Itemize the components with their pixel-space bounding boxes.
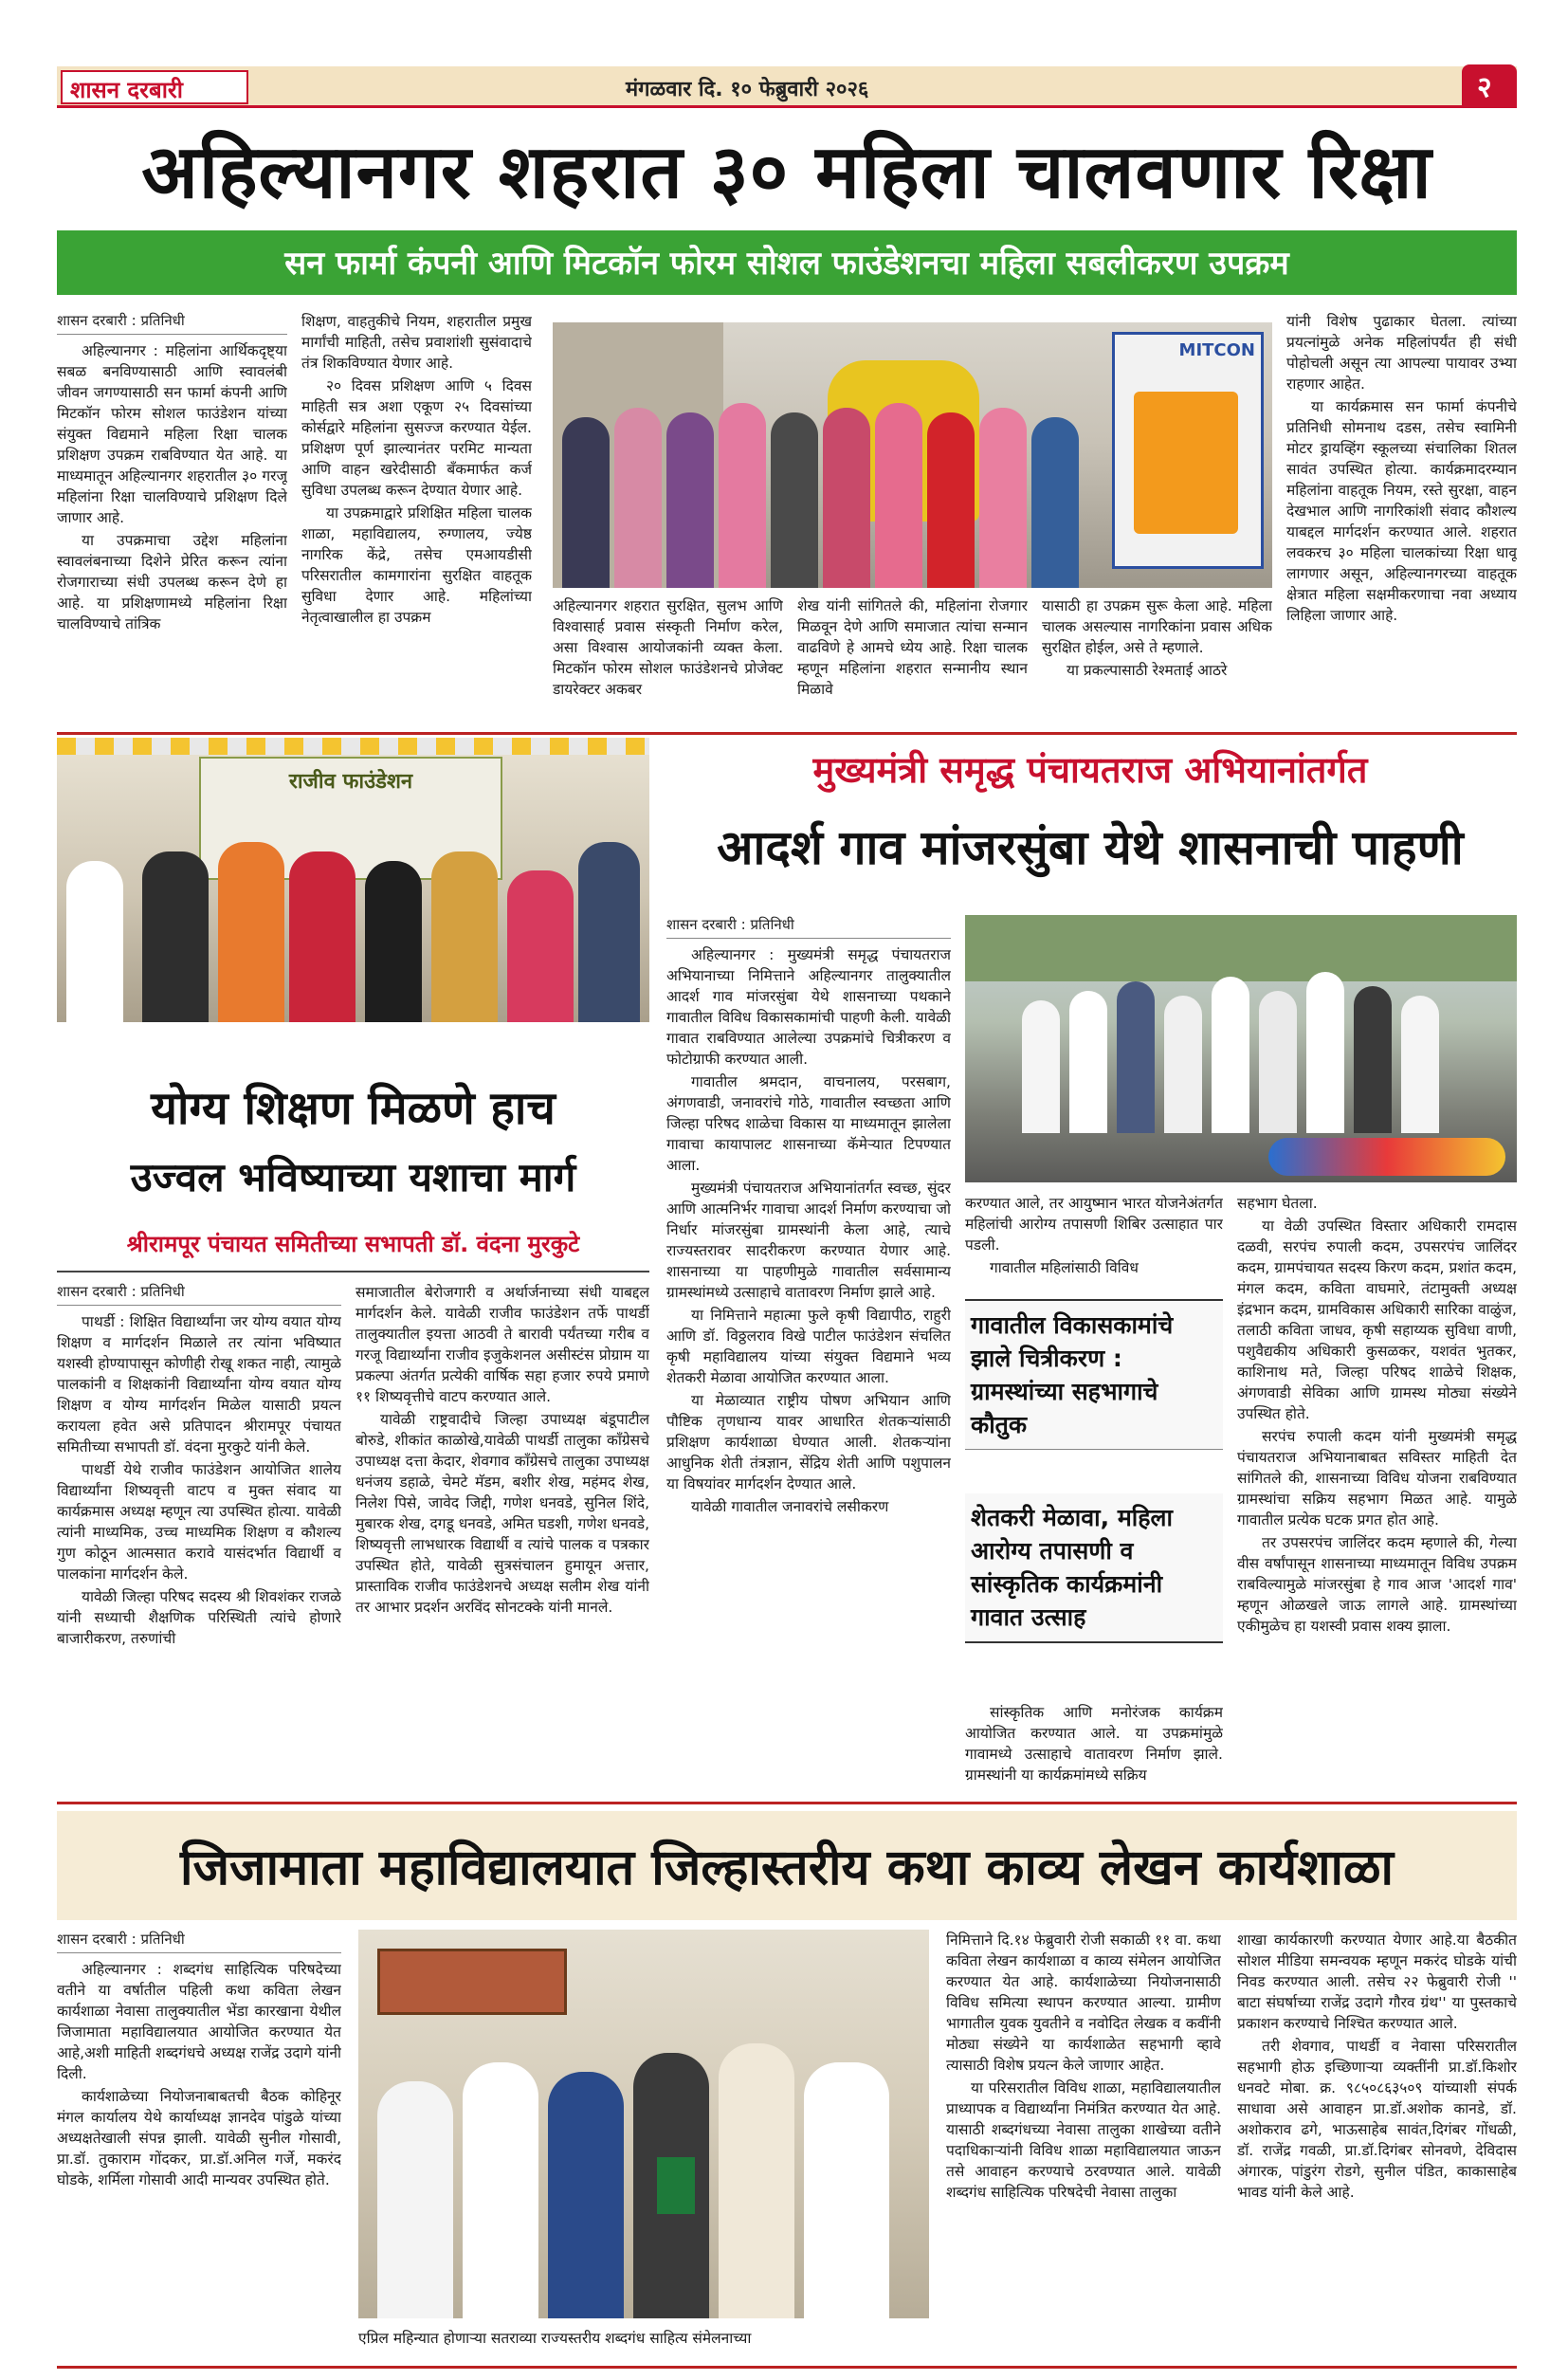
stage-banner-text: राजीव फाउंडेशन [288,770,413,794]
paragraph: यासाठी हा उपक्रम सुरू केला आहे. महिला चालक असल्यास नागरिकांना प्रवास अधिक सुरक्षित होईल, असे ते म्हणाले. [1042,597,1272,656]
story1-subhead-band [57,230,1517,295]
story2-byline: शासन दरबारी : प्रतिनिधी [57,1282,341,1306]
story4-headline-band [57,1811,1517,1920]
story1-col2 [301,311,532,723]
paragraph: गावातील श्रमदान, वाचनालय, परसबाग, अंगणवाडी, जनावरांचे गोठे, गावातील स्वच्छता आणि जिल्हा परिषद शाळेचा विकास या माध्यमातून झालेला गावाचा कायापालट शासनाच्या कॅमेऱ्यात टिपण्यात आला. [666,1073,951,1175]
story2-col2 [356,1282,649,1785]
story3-kicker: मुख्यमंत्री समृद्ध पंचायतराज अभियानांतर्गत [812,749,1368,791]
story2-headline-line1: योग्य शिक्षण मिळणे हाच [151,1082,556,1135]
pull-quote-text: शेतकरी मेळावा, महिला आरोग्य तपासणी व सांस्कृतिक कार्यक्रमांनी गावात उत्साह [971,1504,1173,1631]
story3-col3 [1237,1193,1517,1795]
story1-col5 [1042,595,1272,723]
story3-pull-quote-2 [965,1493,1223,1643]
paragraph: तर उपसरपंच जालिंदर कदम म्हणाले की, गेल्या वीस वर्षांपासून शासनाच्या माध्यमातून विविध उपक्रम राबविल्यामुळे मांजरसुंबा हे गाव आज 'आदर्श गाव' म्हणून ओळखले जाऊ लागले आहे. ग्रामस्थांच्या एकीमुळेच हा यशस्वी प्रवास शक्य झाला. [1237,1534,1517,1635]
paragraph: सहभाग घेतला. [1237,1195,1318,1212]
paragraph: या प्रकल्पासाठी रेश्मताई आठरे [1067,662,1228,679]
story3-col2a [965,1193,1223,1288]
paragraph: सांस्कृतिक आणि मनोरंजक कार्यक्रम आयोजित करण्यात आले. या उपक्रमांमुळे गावामध्ये उत्साहाचे वातावरण निर्माण झाले. ग्रामस्थांनी या कार्यक्रमांमध्ये सक्रिय [965,1704,1223,1784]
paragraph: पाथर्डी येथे राजीव फाउंडेशन आयोजित शालेय विद्यार्थ्यांना शिष्यवृत्ती वाटप व मुक्त संवाद या कार्यक्रमास अध्यक्ष म्हणून त्या उपस्थित होत्या. यावेळी त्यांनी माध्यमिक, उच्च माध्यमिक शिक्षण व कौशल्य गुण कोठून आत्मसात करावे यासंदर्भात विद्यार्थी व पालकांना मार्गदर्शन केले. [57,1461,341,1584]
story3-pull-quote-1 [965,1299,1223,1450]
story1-col4 [797,595,1028,723]
paragraph: करण्यात आले, तर आयुष्मान भारत योजनेअंतर्गत महिलांची आरोग्य तपासणी शिबिर उत्साहात पार पडली. [965,1195,1223,1254]
paragraph: समाजातील बेरोजगारी व अर्थार्जनाच्या संधी याबद्दल मार्गदर्शन केले. यावेळी राजीव फाउंडेशन तर्फे पाथर्डी तालुक्यातील इयत्ता आठवी ते बारावी पर्यंतच्या गरीब व गरजू विद्यार्थ्यांना राजीव इजुकेशनल असीस्टंस प्रोग्राम या प्रकल्पा अंतर्गत प्रत्येकी वार्षिक सहा हजार रुपये प्रमाणे ११ शिष्यवृत्तीचे वाटप करण्यात आले. [356,1284,649,1405]
group-people [562,398,1245,588]
paragraph: या कार्यक्रमास सन फार्मा कंपनीचे प्रतिनिधी सोमनाथ दडस, तसेच स्वामिनी मोटर ड्रायव्हिंग स्कूलच्या संचालिका शितल सावंत उपस्थित होत्या. कार्यक्रमादरम्यान महिलांना वाहतूक नियम, रस्ते सुरक्षा, वाहन देखभाल आणि नागरिकांशी संवाद कौशल्य याबद्दल मार्गदर्शन करण्यात आले. शहरात लवकरच ३० महिला चालकांच्या रिक्षा धावू लागणार असून, अहिल्यानगरच्या वाहतूक क्षेत्रात महिला सक्षमीकरणाचा नवा अध्याय लिहिला जाणार आहे. [1286,398,1517,624]
group-people [377,2043,918,2318]
paragraph: या परिसरातील विविध शाळा, महाविद्यालयातील प्राध्यापक व विद्यार्थ्यांना निमंत्रित करण्यात येत आहे. यासाठी शब्दगंधच्या नेवासा तालुका शाखेच्या वतीने पदाधिकाऱ्यांनी विविध शाळा महाविद्यालयात जाऊन तसे आवाहन करण्याचे ठरवण्यात आले. यावेळी शब्दगंध साहित्यिक परिषदेची नेवासा तालुका [946,2079,1221,2201]
section-divider [57,732,1517,735]
paragraph: गावातील महिलांसाठी विविध [990,1259,1139,1276]
paragraph: यावेळी जिल्हा परिषद सदस्य श्री शिवशंकर राजळे यांनी सध्याची शैक्षणिक परिस्थिती त्यांचे होणारे बाजारीकरण, तरुणांची [57,1588,341,1648]
rangoli [1268,1138,1505,1176]
paragraph: कार्यशाळेच्या नियोजनाबाबतची बैठक कोहिनूर मंगल कार्यालय येथे कार्याध्यक्ष ज्ञानदेव पांडुळे यांच्या अध्यक्षतेखाली संपन्न झाली. यावेळी सुनील गोसावी, प्रा.डॉ. तुकाराम गोंदकर, प्रा.डॉ.अनिल गर्जे, मकरंद घोडके, शर्मिला गोसावी आदी मान्यवर उपस्थित होते. [57,2088,341,2189]
story1-photo-women-rickshaw [553,322,1272,588]
story4-col4 [1237,1930,1517,2361]
paragraph: तरी शेवगाव, पाथर्डी व नेवासा परिसरातील सहभागी होऊ इच्छिणाऱ्या व्यक्तींनी प्रा.डॉ.किशोर धनवटे मोबा. क्र. ९८५०८६३५०९ यांच्याशी संपर्क साधावा असे आवाहन प्रा.डॉ.अशोक कानडे, डॉ. अशोकराव ढगे, भाऊसाहेब सावंत,दिगंबर गोंधळी, डॉ. राजेंद्र गवळी, प्रा.डॉ.दिगंबर सोनवणे, देविदास अंगारक, पांडुरंग रोडगे, सुनील पंडित, काकासाहेब भावड यांनी केले आहे. [1237,2038,1517,2201]
paragraph: निमित्ताने दि.१४ फेब्रुवारी रोजी सकाळी ११ वा. कथा कविता लेखन कार्यशाळा व काव्य संमेलन आयोजित करण्यात येत आहे. कार्यशाळेच्या नियोजनासाठी विविध समित्या स्थापन करण्यात आल्या. ग्रामीण भागातील युवक युवतीने व नवोदित लेखक व कवींनी मोठ्या संख्येने या कार्यशाळेत सहभागी व्हावे त्यासाठी विशेष प्रयत्न केले जाणार आहेत. [946,1931,1221,2074]
story4-caption: एप्रिल महिन्यात होणाऱ्या सतराव्या राज्यस्तरीय शब्दगंध साहित्य संमेलनाच्या [358,2330,752,2347]
paragraph: शेख यांनी सांगितले की, महिलांना रोजगार मिळवून देणे आणि समाजात त्यांचा सन्मान वाढविणे हे आमचे ध्येय आहे. रिक्षा चालक म्हणून महिलांना शहरात सन्मानीय स्थान मिळावे [797,597,1028,698]
story4-col3 [946,1930,1221,2361]
paragraph: शिक्षण, वाहतुकीचे नियम, शहरातील प्रमुख मार्गांची माहिती, तसेच प्रवाशांशी सुसंवादाचे तंत्र शिकविण्यात येणार आहे. [301,313,532,372]
flower-garland [57,738,649,755]
paragraph: या उपक्रमाचा उद्देश महिलांना स्वावलंबनाच्या दिशेने प्रेरित करून त्यांना रोजगाराच्या संधी उपलब्ध करून देणे हा आहे. या प्रशिक्षणामध्ये महिलांना रिक्षा चालविण्याचे तांत्रिक [57,532,287,633]
paragraph: या मेळाव्यात राष्ट्रीय पोषण अभियान आणि पौष्टिक तृणधान्य यावर आधारित शेतकऱ्यांसाठी प्रशिक्षण कार्यशाळा घेण्यात आली. शेतकऱ्यांना आधुनिक शेती तंत्रज्ञान, सेंद्रिय शेती आणि पशुपालन या विषयांवर मार्गदर्शन देण्यात आले. [666,1392,951,1493]
banner-text: MITCON [1178,340,1255,360]
group-people [1022,972,1496,1133]
story2-subhead-rule [57,1271,649,1272]
masthead-logo [61,70,248,104]
paragraph: या निमित्ताने महात्मा फुले कृषी विद्यापीठ, राहुरी आणि डॉ. विठ्ठलराव विखे पाटील फाउंडेशन संचलित कृषी महाविद्यालय यांच्या संयुक्त विद्यमाने भव्य शेतकरी मेळावा आयोजित करण्यात आला. [666,1307,951,1387]
story2-subhead: श्रीरामपूर पंचायत समितीच्या सभापती डॉ. वंदना मुरकुटे [126,1231,580,1257]
story2-headline-line2: उज्वल भविष्याच्या यशाचा मार्ग [130,1154,576,1200]
page-number: २ [1477,71,1492,104]
paragraph: अहिल्यानगर : मुख्यमंत्री समृद्ध पंचायतराज अभियानाच्या निमित्ताने अहिल्यानगर तालुक्यातील आदर्श गाव मांजरसुंबा येथे शासनाच्या पथकाने गावातील विविध विकासकामांची पाहणी केली. यावेळी गावात राबविण्यात आलेल्या उपक्रमांचे चित्रीकरण व फोटोग्राफी करण्यात आली. [666,946,951,1069]
story2-photo-scholarship [57,738,649,1022]
story1-col1 [57,311,287,723]
story1-col6 [1286,311,1517,723]
paragraph: अहिल्यानगर : शब्दगंध साहित्यिक परिषदेच्या वतीने या वर्षातील पहिली कथा कविता लेखन कार्यशाळा नेवासा तालुक्यातील भेंडा कारखाना येथील जिजामाता महाविद्यालयात आयोजित करण्यात येत आहे,अशी माहिती शब्दगंधचे अध्यक्ष राजेंद्र उदागे यांनी दिली. [57,1961,341,2083]
story1-col3 [553,595,783,723]
logo-text: शासन दरबारी [70,77,183,103]
story1-headline: अहिल्यानगर शहरात ३० महिला चालवणार रिक्षा [141,130,1432,215]
pull-quote-text: गावातील विकासकामांचे झाले चित्रीकरण : ग्रामस्थांच्या सहभागाचे कौतुक [971,1311,1174,1438]
story3-col2b [965,1702,1223,1792]
story4-headline: जिजामाता महाविद्यालयात जिल्हास्तरीय कथा काव्य लेखन कार्यशाळा [179,1840,1395,1896]
paragraph: पाथर्डी : शिक्षित विद्यार्थ्यांना जर योग्य वयात योग्य शिक्षण व मार्गदर्शन मिळाले तर त्यांना भविष्यात यशस्वी होण्यापासून कोणीही रोखू शकत नाही, त्यामुळे पालकांनी व शिक्षकांनी विद्यार्थ्यांना योग्य वयात योग्य शिक्षण व योग्य मार्गदर्शन मिळेल यासाठी प्रयत्न करायला हवेत असे प्रतिपादन श्रीरामपूर पंचायत समितीच्या सभापती डॉ. वंदना मुरकुटे यांनी केले. [57,1313,341,1456]
story3-photo-village-walk [965,915,1517,1182]
page-bottom-rule [57,2366,1517,2369]
paragraph: सरपंच रुपाली कदम यांनी मुख्यमंत्री समृद्ध पंचायतराज अभियानाबाबत सविस्तर माहिती देत सांगितले की, शासनाच्या विविध योजना राबविण्यात ग्रामस्थांचा सक्रिय सहभाग मिळत आहे. यामुळे गावातील प्रत्येक घटक प्रगत होत आहे. [1237,1428,1517,1529]
paragraph: या उपक्रमाद्वारे प्रशिक्षित महिला चालक शाळा, महाविद्यालय, रुग्णालय, ज्येष्ठ नागरिक केंद्रे, तसेच एमआयडीसी परिसरातील कामगारांना सुरक्षित वाहतूक सुविधा देणार आहे. महिलांच्या नेतृत्वाखालील हा उपक्रम [301,504,532,626]
paragraph: यांनी विशेष पुढाकार घेतला. त्यांच्या प्रयत्नांमुळे अनेक महिलांपर्यंत ही संधी पोहोचली असून त्या आपल्या पायावर उभ्या राहणार आहेत. [1286,313,1517,393]
story1-byline: शासन दरबारी : प्रतिनिधी [57,311,287,335]
story2-col1 [57,1282,341,1785]
section-divider [57,1802,1517,1804]
story3-col1 [666,915,951,1802]
paragraph: अहिल्यानगर : महिलांना आर्थिकदृष्ट्या सबळ बनविण्यासाठी आणि स्वावलंबी जीवन जगण्यासाठी सन फार्मा कंपनी आणि मिटकॉन फोरम सोशल फाउंडेशन यांच्या संयुक्त विद्यमाने महिला रिक्षा चालक प्रशिक्षण उपक्रम राबविण्यात येत आहे. या माध्यमातून अहिल्यानगर शहरातील ३० गरजू महिलांना रिक्षा चालविण्याचे प्रशिक्षण दिले जाणार आहे. [57,342,287,527]
paragraph: यावेळी गावातील जनावरांचे लसीकरण [691,1498,889,1516]
story3-headline: आदर्श गाव मांजरसुंबा येथे शासनाची पाहणी [717,820,1464,875]
paragraph: यावेळी राष्ट्रवादीचे जिल्हा उपाध्यक्ष बंडूपाटील बोरुडे, शीकांत काळोखे,यावेळी पाथर्डी तालुका कॉंग्रेसचे उपाध्यक्ष दत्ता केदार, शेवगाव कॉंग्रेसचे तालुका उपाध्यक्ष धनंजय डहाळे, चेमटे मॅडम, बशीर शेख, महंमद शेख, निलेश पिसे, जावेद जिद्दी, गणेश धनवडे, सुनिल शिंदे, मुबारक शेख, दगडू धनवडे, अमित घडशी, गणेश धनवडे, शिष्यवृत्ती लाभधारक विद्यार्थी व त्यांचे पालक व पत्रकार उपस्थित होते, यावेळी सुत्रसंचालन हुमायून अत्तार, प्रास्ताविक राजीव फाउंडेशनचे अध्यक्ष सलीम शेख यांनी तर आभार प्रदर्शन अरविंद सोनटक्के यांनी मानले. [356,1411,649,1616]
story1-subhead: सन फार्मा कंपनी आणि मिटकॉन फोरम सोशल फाउंडेशनचा महिला सबलीकरण उपक्रम [284,245,1289,283]
page-number-badge [1462,64,1517,108]
story3-byline: शासन दरबारी : प्रतिनिधी [666,915,951,939]
paragraph: मुख्यमंत्री पंचायतराज अभियानांतर्गत स्वच्छ, सुंदर आणि आत्मनिर्भर गावाचा आदर्श निर्माण करण्याचा जो निर्धार मांजरसुंबा ग्रामस्थांनी केला आहे, त्याचे राज्यस्तरावर सादरीकरण करण्यात येणार आहे. शासनाच्या या पाहणीमुळे गावातील सर्वसामान्य ग्रामस्थांमध्ये उत्साहाचे वातावरण निर्माण झाले आहे. [666,1180,951,1302]
wall-frames [377,1949,567,2015]
group-people [57,842,649,1022]
story4-byline: शासन दरबारी : प्रतिनिधी [57,1930,341,1953]
issue-date: मंगळवार दि. १० फेब्रुवारी २०२६ [626,78,869,101]
paragraph: अहिल्यानगर शहरात सुरक्षित, सुलभ आणि विश्वासार्ह प्रवास संस्कृती निर्माण करेल, असा विश्वास आयोजकांनी व्यक्त केला. मिटकॉन फोरम सोशल फाउंडेशनचे प्रोजेक्ट डायरेक्टर अकबर [553,597,783,698]
story4-col1 [57,1930,341,2361]
masthead [57,66,1517,108]
paragraph: २० दिवस प्रशिक्षण आणि ५ दिवस माहिती सत्र अशा एकूण २५ दिवसांच्या कोर्सद्वारे महिलांना सुसज्ज करण्यात येईल. प्रशिक्षण पूर्ण झाल्यानंतर परमिट मान्यता आणि वाहन खरेदीसाठी बँकमार्फत कर्ज सुविधा उपलब्ध करून देण्यात येणार आहे. [301,377,532,499]
paragraph: या वेळी उपस्थित विस्तार अधिकारी रामदास दळवी, सरपंच रुपाली कदम, उपसरपंच जालिंदर कदम, ग्रामपंचायत सदस्य किरण कदम, प्रशांत कदम, मंगल कदम, कविता वाघमारे, तंटामुक्ती अध्यक्ष इंद्रभान कदम, ग्रामविकास अधिकारी सारिका वाळुंज, तलाठी कविता जाधव, कृषी सहाय्यक सुविधा वाणी, पशुवैद्यकीय अधिकारी कुसळकर, यशवंत भुतकर, काशिनाथ मते, जिल्हा परिषद शाळेचे शिक्षक, अंगणवाडी सेविका आणि ग्रामस्थ मोठ्या संख्येने उपस्थित होते. [1237,1217,1517,1422]
paragraph: शाखा कार्यकारणी करण्यात येणार आहे.या बैठकीत सोशल मीडिया समन्वयक म्हणून मकरंद घोडके यांची निवड करण्यात आली. तसेच २२ फेब्रुवारी रोजी '' बाटा संघर्षाच्या राजेंद्र उदागे गौरव ग्रंथ'' या पुस्तकाचे प्रकाशन करण्याचे निश्चित करण्यात आले. [1237,1931,1517,2032]
story4-photo-felicitation [358,1930,929,2318]
